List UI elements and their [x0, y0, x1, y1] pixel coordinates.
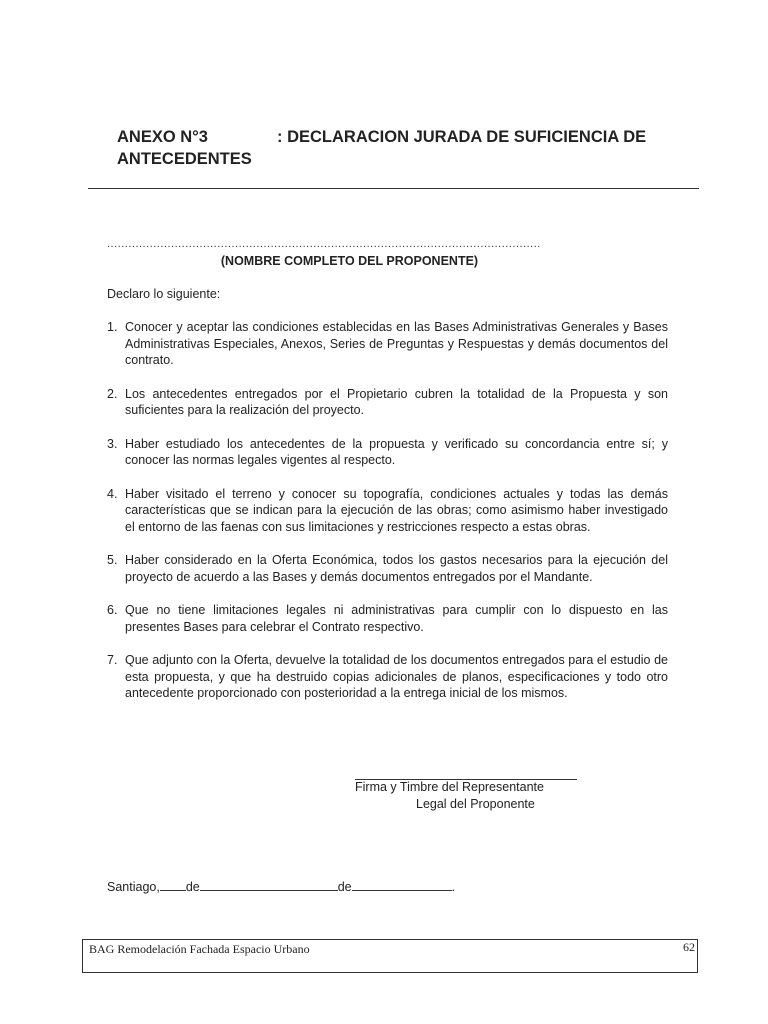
item-number: 7. — [107, 653, 118, 667]
title-line-1: : DECLARACION JURADA DE SUFICIENCIA DE — [277, 128, 647, 146]
list-item — [107, 486, 668, 536]
name-dotted-line: .......................................................................................................................... — [107, 238, 541, 250]
item-number: 3. — [107, 436, 118, 451]
declaration-list — [107, 319, 668, 719]
list-item — [107, 386, 668, 419]
year-blank — [352, 878, 452, 891]
day-blank — [160, 878, 186, 891]
item-number: 6. — [107, 603, 118, 617]
intro-text: Declaro lo siguiente: — [107, 287, 221, 301]
item-number: 4. — [107, 486, 118, 501]
date-end: . — [451, 880, 456, 894]
page-number: 62 — [683, 940, 695, 954]
date-de-2: de — [337, 880, 352, 894]
title-line-2: ANTECEDENTES — [117, 150, 252, 168]
month-blank — [200, 878, 338, 891]
item-text: Los antecedentes entregados por el Propietario cubren la totalidad de la Propuesta y son suficientes para la realización del proyecto. — [125, 386, 668, 417]
item-number: 2. — [107, 386, 118, 401]
signature-label-2: Legal del Proponente — [416, 797, 535, 811]
item-number: 5. — [107, 553, 118, 567]
page-footer — [82, 939, 698, 973]
proponent-name-label: (NOMBRE COMPLETO DEL PROPONENTE) — [220, 254, 479, 268]
date-city: Santiago, — [107, 880, 160, 894]
date-de-1: de — [185, 880, 200, 894]
item-text: Haber estudiado los antecedentes de la propuesta y verificado su concordancia entre sí; y conocer las normas legales vigentes al respecto. — [125, 436, 668, 467]
date-line — [107, 878, 455, 895]
item-text: Que adjunto con la Oferta, devuelve la totalidad de los documentos entregados para el estudio de esta propuesta, y que ha destruido copias adicionales de planos, especificaciones y todo otro antecedente proporcionado con posterioridad a la entrega inicial de los mismos. — [125, 653, 668, 700]
list-item — [107, 652, 668, 702]
annex-number: ANEXO N°3 — [117, 128, 208, 146]
list-item — [107, 319, 668, 369]
item-text: Haber considerado en la Oferta Económica, todos los gastos necesarios para la ejecución del proyecto de acuerdo a las Bases y demás documentos entregados por el Mandante. — [125, 553, 668, 584]
item-text: Conocer y aceptar las condiciones establecidas en las Bases Administrativas Generales y Bases Administrativas Especiales, Anexos, Series de Preguntas y Respuestas y demás documentos del contrato. — [125, 320, 668, 367]
list-item — [107, 436, 668, 469]
item-number: 1. — [107, 320, 118, 334]
item-text: Que no tiene limitaciones legales ni administrativas para cumplir con lo dispuesto en las presentes Bases para celebrar el Contrato respectivo. — [125, 603, 668, 634]
list-item — [107, 602, 668, 635]
footer-project-name: BAG Remodelación Fachada Espacio Urbano — [89, 942, 310, 956]
header-divider — [88, 188, 699, 189]
list-item — [107, 552, 668, 585]
item-text: Haber visitado el terreno y conocer su topografía, condiciones actuales y todas las demás características que se indican para la ejecución de las obras; como asimismo haber investigado el entorno de las faenas con sus limitaciones y restricciones respecto a estas obras. — [125, 486, 668, 534]
document-title — [117, 126, 677, 170]
signature-label-1: Firma y Timbre del Representante — [355, 780, 544, 794]
